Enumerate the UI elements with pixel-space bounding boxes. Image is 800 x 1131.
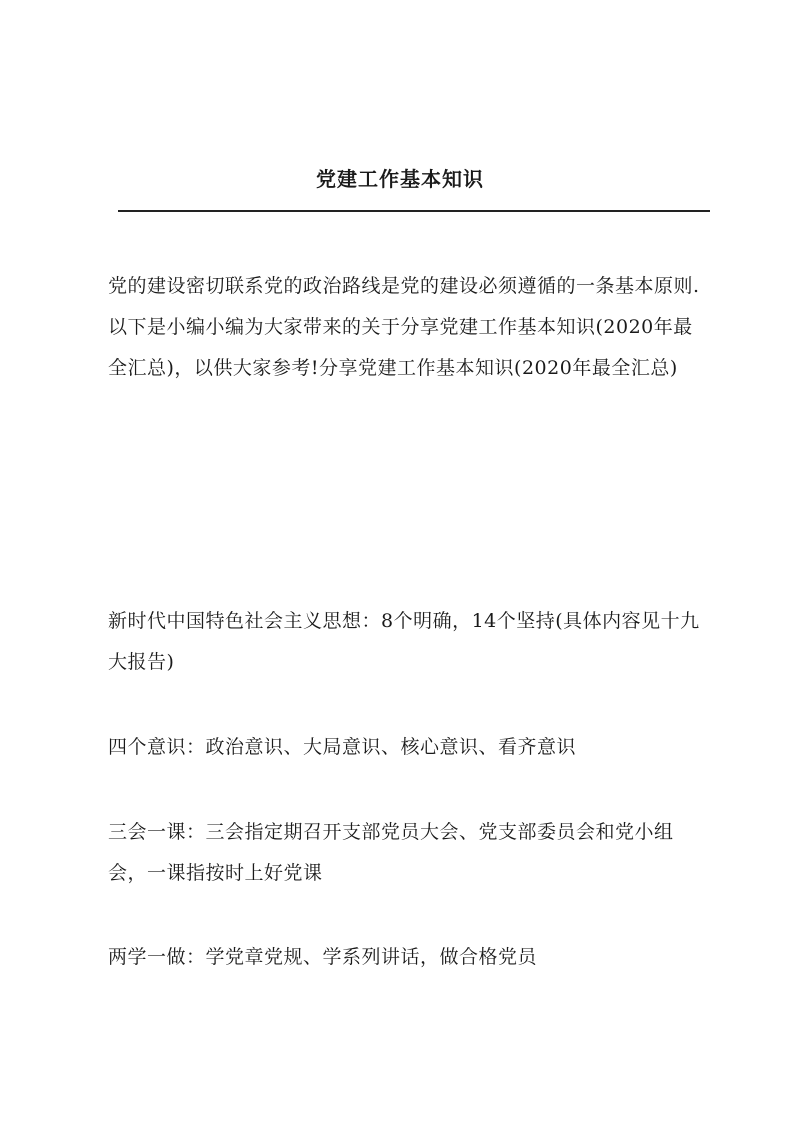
page-title: 党建工作基本知识 bbox=[316, 167, 484, 191]
intro-paragraph: 党的建设密切联系党的政治路线是党的建设必须遵循的一条基本原则. 以下是小编小编为大家带来的关于分享党建工作基本知识(2020年最全汇总)，以供大家参考!分享党建工作基本知识(2020年最全汇总) bbox=[108, 275, 700, 379]
paragraph-three-meetings-one-lesson: 三会一课：三会指定期召开支部党员大会、党支部委员会和党小组会，一课指按时上好党课 bbox=[108, 821, 674, 884]
paragraph-two-studies-one-action: 两学一做：学党章党规、学系列讲话，做合格党员 bbox=[108, 946, 538, 968]
title-divider bbox=[118, 210, 710, 212]
paragraph-four-consciousness: 四个意识：政治意识、大局意识、核心意识、看齐意识 bbox=[108, 736, 577, 758]
paragraph-new-era-thought: 新时代中国特色社会主义思想：8个明确，14个坚持(具体内容见十九大报告) bbox=[108, 610, 700, 673]
